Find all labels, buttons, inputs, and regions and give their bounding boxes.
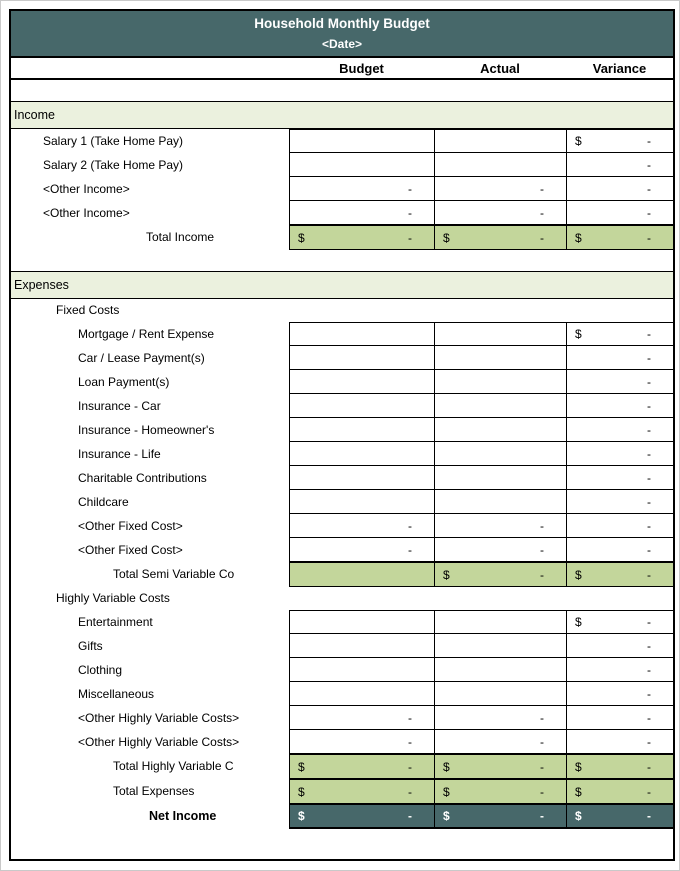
value-cells [289, 490, 674, 514]
budget-cell[interactable] [290, 658, 435, 682]
budget-cell[interactable] [290, 538, 435, 562]
row-label[interactable]: Childcare [78, 495, 129, 509]
actual-cell[interactable] [435, 442, 567, 466]
variance-cell[interactable] [567, 442, 674, 466]
variance-cell[interactable] [567, 225, 674, 250]
budget-cell[interactable] [290, 201, 435, 225]
variance-cell[interactable] [567, 682, 674, 706]
zero-dash: - [647, 638, 651, 653]
zero-dash: - [647, 134, 651, 148]
value-cells [289, 538, 674, 562]
budget-cell[interactable] [290, 370, 435, 394]
budget-cell[interactable] [290, 754, 435, 779]
item-row [11, 442, 673, 466]
actual-cell[interactable] [435, 730, 567, 754]
budget-cell[interactable] [290, 634, 435, 658]
actual-cell[interactable] [435, 658, 567, 682]
value-cells [289, 730, 674, 754]
value-cells [289, 153, 674, 177]
value-cells [289, 129, 674, 153]
column-header-row [11, 58, 673, 80]
row-label[interactable]: Total Highly Variable C [113, 759, 234, 773]
total-row [11, 754, 673, 779]
total-row [11, 225, 673, 250]
zero-dash: - [540, 567, 544, 582]
currency-symbol: $ [443, 809, 450, 823]
item-row [11, 682, 673, 706]
variance-cell[interactable] [567, 153, 674, 177]
zero-dash: - [647, 230, 651, 245]
value-cells [289, 754, 674, 779]
zero-dash: - [540, 784, 544, 799]
item-row [11, 730, 673, 754]
zero-dash: - [647, 327, 651, 341]
item-row [11, 538, 673, 562]
item-row [11, 370, 673, 394]
column-header-budget: Budget [339, 60, 384, 76]
zero-dash: - [540, 542, 544, 557]
item-row [11, 634, 673, 658]
value-cells [289, 610, 674, 634]
row-label[interactable]: <Other Income> [43, 206, 130, 220]
currency-symbol: $ [575, 327, 582, 341]
item-row [11, 129, 673, 153]
actual-cell[interactable] [435, 201, 567, 225]
variance-cell[interactable] [567, 562, 674, 587]
zero-dash: - [647, 398, 651, 413]
variance-cell[interactable] [567, 177, 674, 201]
zero-dash: - [647, 784, 651, 799]
actual-cell[interactable] [435, 562, 567, 587]
row-label[interactable]: Salary 1 (Take Home Pay) [43, 134, 184, 148]
zero-dash: - [408, 542, 412, 557]
row-label[interactable]: Fixed Costs [56, 303, 120, 317]
zero-dash: - [408, 734, 412, 749]
row-label[interactable]: Charitable Contributions [78, 471, 207, 485]
value-cells [289, 779, 674, 804]
budget-cell[interactable] [290, 682, 435, 706]
actual-cell[interactable] [435, 370, 567, 394]
budget-cell[interactable] [290, 490, 435, 514]
zero-dash: - [540, 205, 544, 220]
budget-cell[interactable] [290, 706, 435, 730]
item-row [11, 153, 673, 177]
item-row [11, 466, 673, 490]
budget-cell[interactable] [290, 129, 435, 153]
value-cells [289, 658, 674, 682]
zero-dash: - [408, 710, 412, 725]
item-row [11, 394, 673, 418]
variance-cell[interactable] [567, 658, 674, 682]
actual-cell[interactable] [435, 538, 567, 562]
actual-cell[interactable] [435, 153, 567, 177]
zero-dash: - [647, 157, 651, 172]
budget-cell[interactable] [290, 153, 435, 177]
row-label[interactable]: <Other Highly Variable Costs> [78, 735, 240, 749]
currency-symbol: $ [575, 615, 582, 629]
zero-dash: - [540, 230, 544, 245]
budget-cell[interactable] [290, 418, 435, 442]
rows-container [11, 80, 673, 829]
item-row [11, 514, 673, 538]
item-row [11, 418, 673, 442]
column-header-actual: Actual [480, 60, 520, 76]
zero-dash: - [647, 181, 651, 196]
item-row [11, 706, 673, 730]
date-placeholder[interactable]: <Date> [321, 36, 363, 51]
value-cells [289, 418, 674, 442]
sheet-title: Household Monthly Budget [254, 16, 430, 32]
row-label[interactable]: Income [14, 108, 55, 122]
row-label[interactable]: Total Income [146, 230, 215, 244]
actual-cell[interactable] [435, 225, 567, 250]
variance-cell[interactable] [567, 754, 674, 779]
zero-dash: - [647, 542, 651, 557]
zero-dash: - [408, 809, 412, 823]
total-row [11, 779, 673, 804]
zero-dash: - [647, 809, 651, 823]
variance-cell[interactable] [567, 538, 674, 562]
value-cells [289, 562, 674, 587]
actual-cell[interactable] [435, 706, 567, 730]
value-cells [289, 634, 674, 658]
actual-cell[interactable] [435, 322, 567, 346]
variance-cell[interactable] [567, 804, 674, 829]
value-cells [289, 442, 674, 466]
zero-dash: - [647, 422, 651, 437]
actual-cell[interactable] [435, 346, 567, 370]
item-row [11, 322, 673, 346]
zero-dash: - [408, 518, 412, 533]
row-label[interactable]: <Other Fixed Cost> [78, 519, 183, 533]
currency-symbol: $ [575, 230, 582, 245]
value-cells [289, 682, 674, 706]
actual-cell[interactable] [435, 490, 567, 514]
variance-cell[interactable] [567, 394, 674, 418]
row-label[interactable]: Car / Lease Payment(s) [78, 351, 205, 365]
currency-symbol: $ [298, 759, 305, 774]
variance-cell[interactable] [567, 730, 674, 754]
currency-symbol: $ [298, 230, 305, 245]
actual-cell[interactable] [435, 177, 567, 201]
value-cells [289, 346, 674, 370]
spacer-row [11, 250, 673, 271]
zero-dash: - [647, 662, 651, 677]
budget-cell[interactable] [290, 322, 435, 346]
actual-cell[interactable] [435, 804, 567, 829]
column-header-variance: Variance [592, 60, 647, 76]
row-label[interactable]: Insurance - Life [78, 447, 161, 461]
zero-dash: - [408, 181, 412, 196]
currency-symbol: $ [575, 134, 582, 148]
actual-cell[interactable] [435, 754, 567, 779]
row-label[interactable]: Entertainment [78, 615, 153, 629]
zero-dash: - [540, 181, 544, 196]
variance-cell[interactable] [567, 610, 674, 634]
variance-cell[interactable] [567, 514, 674, 538]
zero-dash: - [540, 518, 544, 533]
currency-symbol: $ [443, 759, 450, 774]
budget-cell[interactable] [290, 514, 435, 538]
zero-dash: - [647, 446, 651, 461]
budget-cell[interactable] [290, 442, 435, 466]
net-income-row [11, 804, 673, 829]
value-cells [289, 706, 674, 730]
value-cells [289, 201, 674, 225]
zero-dash: - [408, 784, 412, 799]
item-row [11, 610, 673, 634]
budget-cell[interactable] [290, 562, 435, 587]
row-label[interactable]: Gifts [78, 639, 103, 653]
variance-cell[interactable] [567, 346, 674, 370]
value-cells [289, 225, 674, 250]
variance-cell[interactable] [567, 634, 674, 658]
row-label[interactable]: Total Semi Variable Co [113, 567, 235, 581]
value-cells [289, 177, 674, 201]
value-cells [289, 514, 674, 538]
row-label[interactable]: <Other Fixed Cost> [78, 543, 183, 557]
value-cells [289, 804, 674, 829]
zero-dash: - [540, 710, 544, 725]
zero-dash: - [647, 518, 651, 533]
variance-cell[interactable] [567, 706, 674, 730]
zero-dash: - [647, 686, 651, 701]
budget-sheet [9, 9, 675, 861]
zero-dash: - [647, 205, 651, 220]
currency-symbol: $ [298, 809, 305, 823]
variance-cell[interactable] [567, 322, 674, 346]
zero-dash: - [647, 759, 651, 774]
actual-cell[interactable] [435, 779, 567, 804]
budget-cell[interactable] [290, 466, 435, 490]
item-row [11, 490, 673, 514]
zero-dash: - [408, 759, 412, 774]
actual-cell[interactable] [435, 418, 567, 442]
value-cells [289, 394, 674, 418]
actual-cell[interactable] [435, 634, 567, 658]
total-row [11, 562, 673, 587]
item-row [11, 177, 673, 201]
variance-cell[interactable] [567, 418, 674, 442]
row-label[interactable]: Mortgage / Rent Expense [78, 327, 215, 341]
row-label[interactable]: Loan Payment(s) [78, 375, 170, 389]
row-label[interactable]: Clothing [78, 663, 123, 677]
zero-dash: - [540, 734, 544, 749]
actual-cell[interactable] [435, 682, 567, 706]
value-cells [289, 370, 674, 394]
budget-cell[interactable] [290, 779, 435, 804]
section-row [11, 271, 673, 299]
section-row [11, 101, 673, 129]
row-label[interactable]: <Other Income> [43, 182, 130, 196]
zero-dash: - [408, 205, 412, 220]
row-label[interactable]: Salary 2 (Take Home Pay) [43, 158, 184, 172]
variance-cell[interactable] [567, 490, 674, 514]
currency-symbol: $ [575, 759, 582, 774]
variance-cell[interactable] [567, 129, 674, 153]
budget-cell[interactable] [290, 346, 435, 370]
actual-cell[interactable] [435, 466, 567, 490]
zero-dash: - [647, 734, 651, 749]
row-label[interactable]: Insurance - Car [78, 399, 161, 413]
row-label[interactable]: Miscellaneous [78, 687, 155, 701]
zero-dash: - [647, 567, 651, 582]
actual-cell[interactable] [435, 394, 567, 418]
currency-symbol: $ [443, 567, 450, 582]
row-label[interactable]: Expenses [14, 278, 69, 292]
value-cells [289, 466, 674, 490]
actual-cell[interactable] [435, 610, 567, 634]
item-row [11, 346, 673, 370]
currency-symbol: $ [575, 809, 582, 823]
row-label[interactable]: <Other Highly Variable Costs> [78, 711, 240, 725]
row-label[interactable]: Net Income [149, 809, 217, 823]
row-label[interactable]: Total Expenses [113, 784, 195, 798]
budget-cell[interactable] [290, 394, 435, 418]
subhead-row [11, 587, 673, 610]
zero-dash: - [647, 470, 651, 485]
zero-dash: - [647, 615, 651, 629]
zero-dash: - [408, 230, 412, 245]
variance-cell[interactable] [567, 370, 674, 394]
zero-dash: - [540, 809, 544, 823]
budget-cell[interactable] [290, 730, 435, 754]
budget-cell[interactable] [290, 177, 435, 201]
row-label[interactable]: Highly Variable Costs [56, 591, 170, 605]
budget-cell[interactable] [290, 225, 435, 250]
item-row [11, 201, 673, 225]
value-cells [289, 322, 674, 346]
currency-symbol: $ [575, 784, 582, 799]
actual-cell[interactable] [435, 514, 567, 538]
currency-symbol: $ [443, 230, 450, 245]
zero-dash: - [647, 710, 651, 725]
currency-symbol: $ [575, 567, 582, 582]
item-row [11, 658, 673, 682]
currency-symbol: $ [443, 784, 450, 799]
budget-cell[interactable] [290, 804, 435, 829]
row-label[interactable]: Insurance - Homeowner's [78, 423, 215, 437]
budget-cell[interactable] [290, 610, 435, 634]
zero-dash: - [647, 350, 651, 365]
title-band [11, 11, 673, 58]
zero-dash: - [647, 374, 651, 389]
spacer-row [11, 80, 673, 101]
variance-cell[interactable] [567, 779, 674, 804]
zero-dash: - [647, 494, 651, 509]
currency-symbol: $ [298, 784, 305, 799]
subhead-row [11, 299, 673, 322]
zero-dash: - [540, 759, 544, 774]
variance-cell[interactable] [567, 201, 674, 225]
actual-cell[interactable] [435, 129, 567, 153]
variance-cell[interactable] [567, 466, 674, 490]
